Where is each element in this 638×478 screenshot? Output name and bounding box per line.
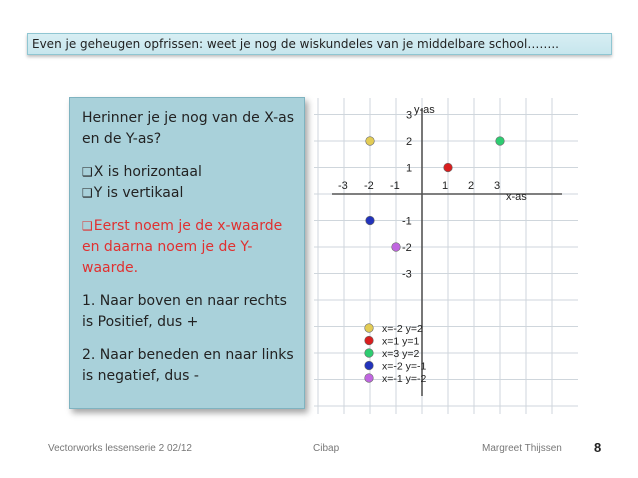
graph-point — [366, 216, 375, 225]
coordinate-graph — [312, 96, 580, 416]
x-tick-label: -1 — [390, 180, 400, 192]
x-tick-label: 3 — [494, 180, 501, 192]
info-note — [69, 97, 305, 409]
graph-point — [366, 137, 375, 146]
graph-point — [444, 163, 453, 172]
legend-swatch — [365, 349, 374, 358]
graph-legend — [365, 323, 427, 385]
legend-label: x=-2 y=2 — [382, 323, 423, 335]
page-number: 8 — [594, 440, 602, 455]
y-tick-label: -2 — [402, 242, 412, 254]
legend-swatch — [365, 324, 374, 333]
header-banner: Even je geheugen opfrissen: weet je nog de wiskundeles van je middelbare school…….. — [27, 33, 612, 55]
x-tick-labels — [338, 180, 500, 192]
legend-swatch — [365, 336, 374, 345]
y-axis-label: y-as — [414, 104, 435, 116]
graph-point — [392, 243, 401, 252]
note-bullet-x: ❑ X is horizontaal — [82, 162, 296, 183]
y-tick-labels — [402, 110, 412, 281]
y-tick-label: -3 — [402, 268, 412, 281]
legend-label: x=1 y=1 — [382, 335, 420, 348]
x-tick-label: 2 — [468, 180, 475, 192]
legend-label: x=-1 y=-2 — [382, 373, 427, 385]
y-tick-label: -1 — [402, 215, 412, 228]
legend-label: x=-2 y=-1 — [382, 360, 427, 373]
y-tick-label: 2 — [406, 136, 413, 148]
graph-point — [496, 137, 505, 146]
note-intro: Herinner je je nog van de X-as en de Y-as? — [82, 110, 294, 147]
graph-grid — [314, 98, 578, 414]
note-rule-positive: 1. Naar boven en naar rechts is Positief, dus + — [82, 293, 287, 330]
legend-swatch — [365, 374, 374, 383]
legend-swatch — [365, 361, 374, 370]
y-tick-label: 1 — [406, 162, 413, 175]
x-tick-label: -2 — [364, 180, 374, 192]
footer-right: Margreet Thijssen — [482, 443, 562, 454]
note-bullet-y: ❑ Y is vertikaal — [82, 183, 296, 204]
x-axis-label: x-as — [506, 191, 527, 203]
footer-center: Cibap — [313, 443, 340, 454]
note-rule-negative: 2. Naar beneden en naar links is negatief, dus - — [82, 347, 294, 384]
x-tick-label: 1 — [442, 180, 449, 192]
legend-label: x=3 y=2 — [382, 348, 420, 360]
note-red-rule: ❑ Eerst noem je de x-waarde en daarna noem je de Y-waarde. — [82, 216, 296, 279]
footer-left: Vectorworks lessenserie 2 02/12 — [48, 443, 192, 454]
y-tick-label: 3 — [406, 109, 413, 122]
x-tick-label: -3 — [338, 180, 348, 192]
